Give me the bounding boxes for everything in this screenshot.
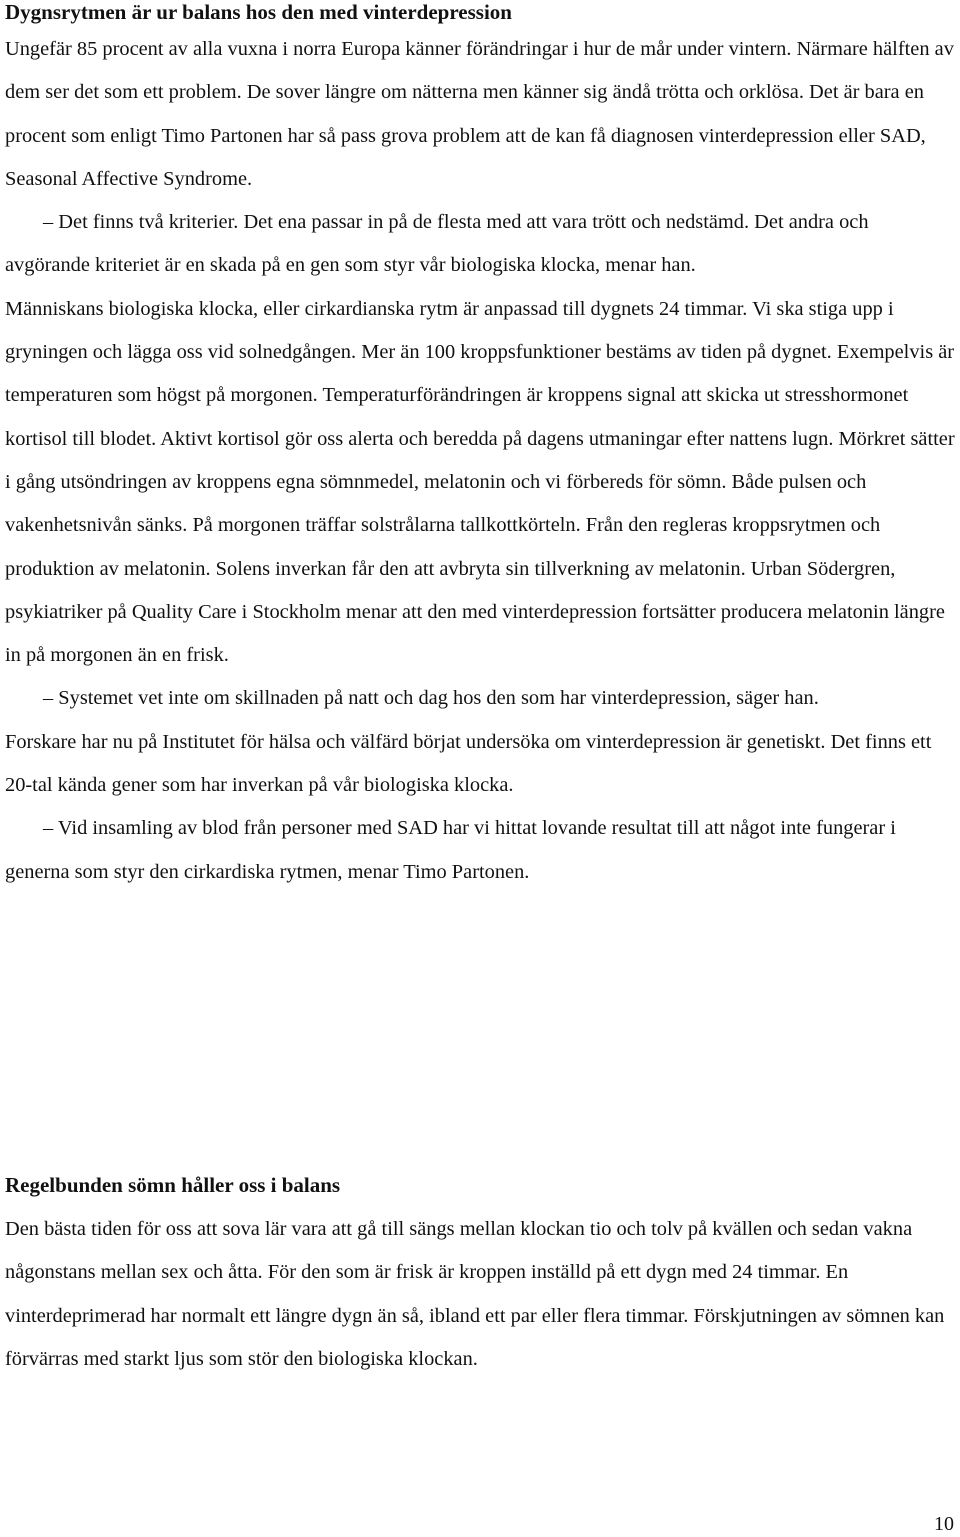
quote-paragraph: – Vid insamling av blod från personer med SAD har vi hittat lovande resultat till att något inte fungerar i generna som styr den cirkardiska rytmen, menar Timo Partonen. — [5, 817, 902, 883]
quote-paragraph: – Det finns två kriterier. Det ena passar in på de flesta med att vara trött och nedstämd. Det andra och avgörande kriteriet är en skada på en gen som styr vår biologiska klocka, menar han. — [5, 211, 874, 277]
page-number: 10 — [934, 1513, 954, 1535]
section-body-regelbunden-somn — [5, 1208, 957, 1381]
section-heading-dygnsrytmen: Dygnsrytmen är ur balans hos den med vinterdepression — [5, 0, 512, 24]
section-body-dygnsrytmen — [5, 28, 960, 894]
paragraph: Forskare har nu på Institutet för hälsa och välfärd börjat undersöka om vinterdepression är genetiskt. Det finns ett 20-tal kända gener som har inverkan på vår biologiska klocka. — [5, 730, 937, 797]
paragraph: Ungefär 85 procent av alla vuxna i norra Europa känner förändringar i hur de mår under vintern. Närmare hälften av dem ser det som ett problem. De sover längre om nätterna men känner sig ändå trötta och orklösa. Det är bara en procent som enligt Timo Partonen har så pass grova problem att de kan få diagnosen vinterdepression eller SAD, Seasonal Affective Syndrome. — [5, 38, 960, 190]
paragraph: Människans biologiska klocka, eller cirkardianska rytm är anpassad till dygnets 24 timmar. Vi ska stiga upp i gryningen och lägga oss vid solnedgången. Mer än 100 kroppsfunktioner bestäms av tiden på dygnet. Exempelvis är temperaturen som högst på morgonen. Temperaturförändringen är kroppens signal att skicka ut stresshormonet kortisol till blodet. Aktivt kortisol gör oss alerta och beredda på dagens utmaningar efter nattens lugn. Mörkret sätter i gång utsöndringen av kroppens egna sömnmedel, melatonin och vi förbereds för sömn. Både pulsen och vakenhetsnivån sänks. På morgonen träffar solstrålarna tallkottkörteln. Från den regleras kroppsrytmen och produktion av melatonin. Solens inverkan får den att avbryta sin tillverkning av melatonin. Urban Södergren, psykiatriker på Quality Care i Stockholm menar att den med vinterdepression fortsätter producera melatonin längre in på morgonen än en frisk. — [5, 297, 960, 667]
quote-paragraph: – Systemet vet inte om skillnaden på natt och dag hos den som har vinterdepression, säger han. — [43, 687, 819, 710]
paragraph: Den bästa tiden för oss att sova lär vara att gå till sängs mellan klockan tio och tolv på kvällen och sedan vakna någonstans mellan sex och åtta. För den som är frisk är kroppen inställd på ett dygn med 24 timmar. En vinterdeprimerad har normalt ett längre dygn än så, ibland ett par eller flera timmar. Förskjutningen av sömnen kan förvärras med starkt ljus som stör den biologiska klockan. — [5, 1218, 950, 1370]
section-heading-regelbunden-somn: Regelbunden sömn håller oss i balans — [5, 1173, 341, 1197]
